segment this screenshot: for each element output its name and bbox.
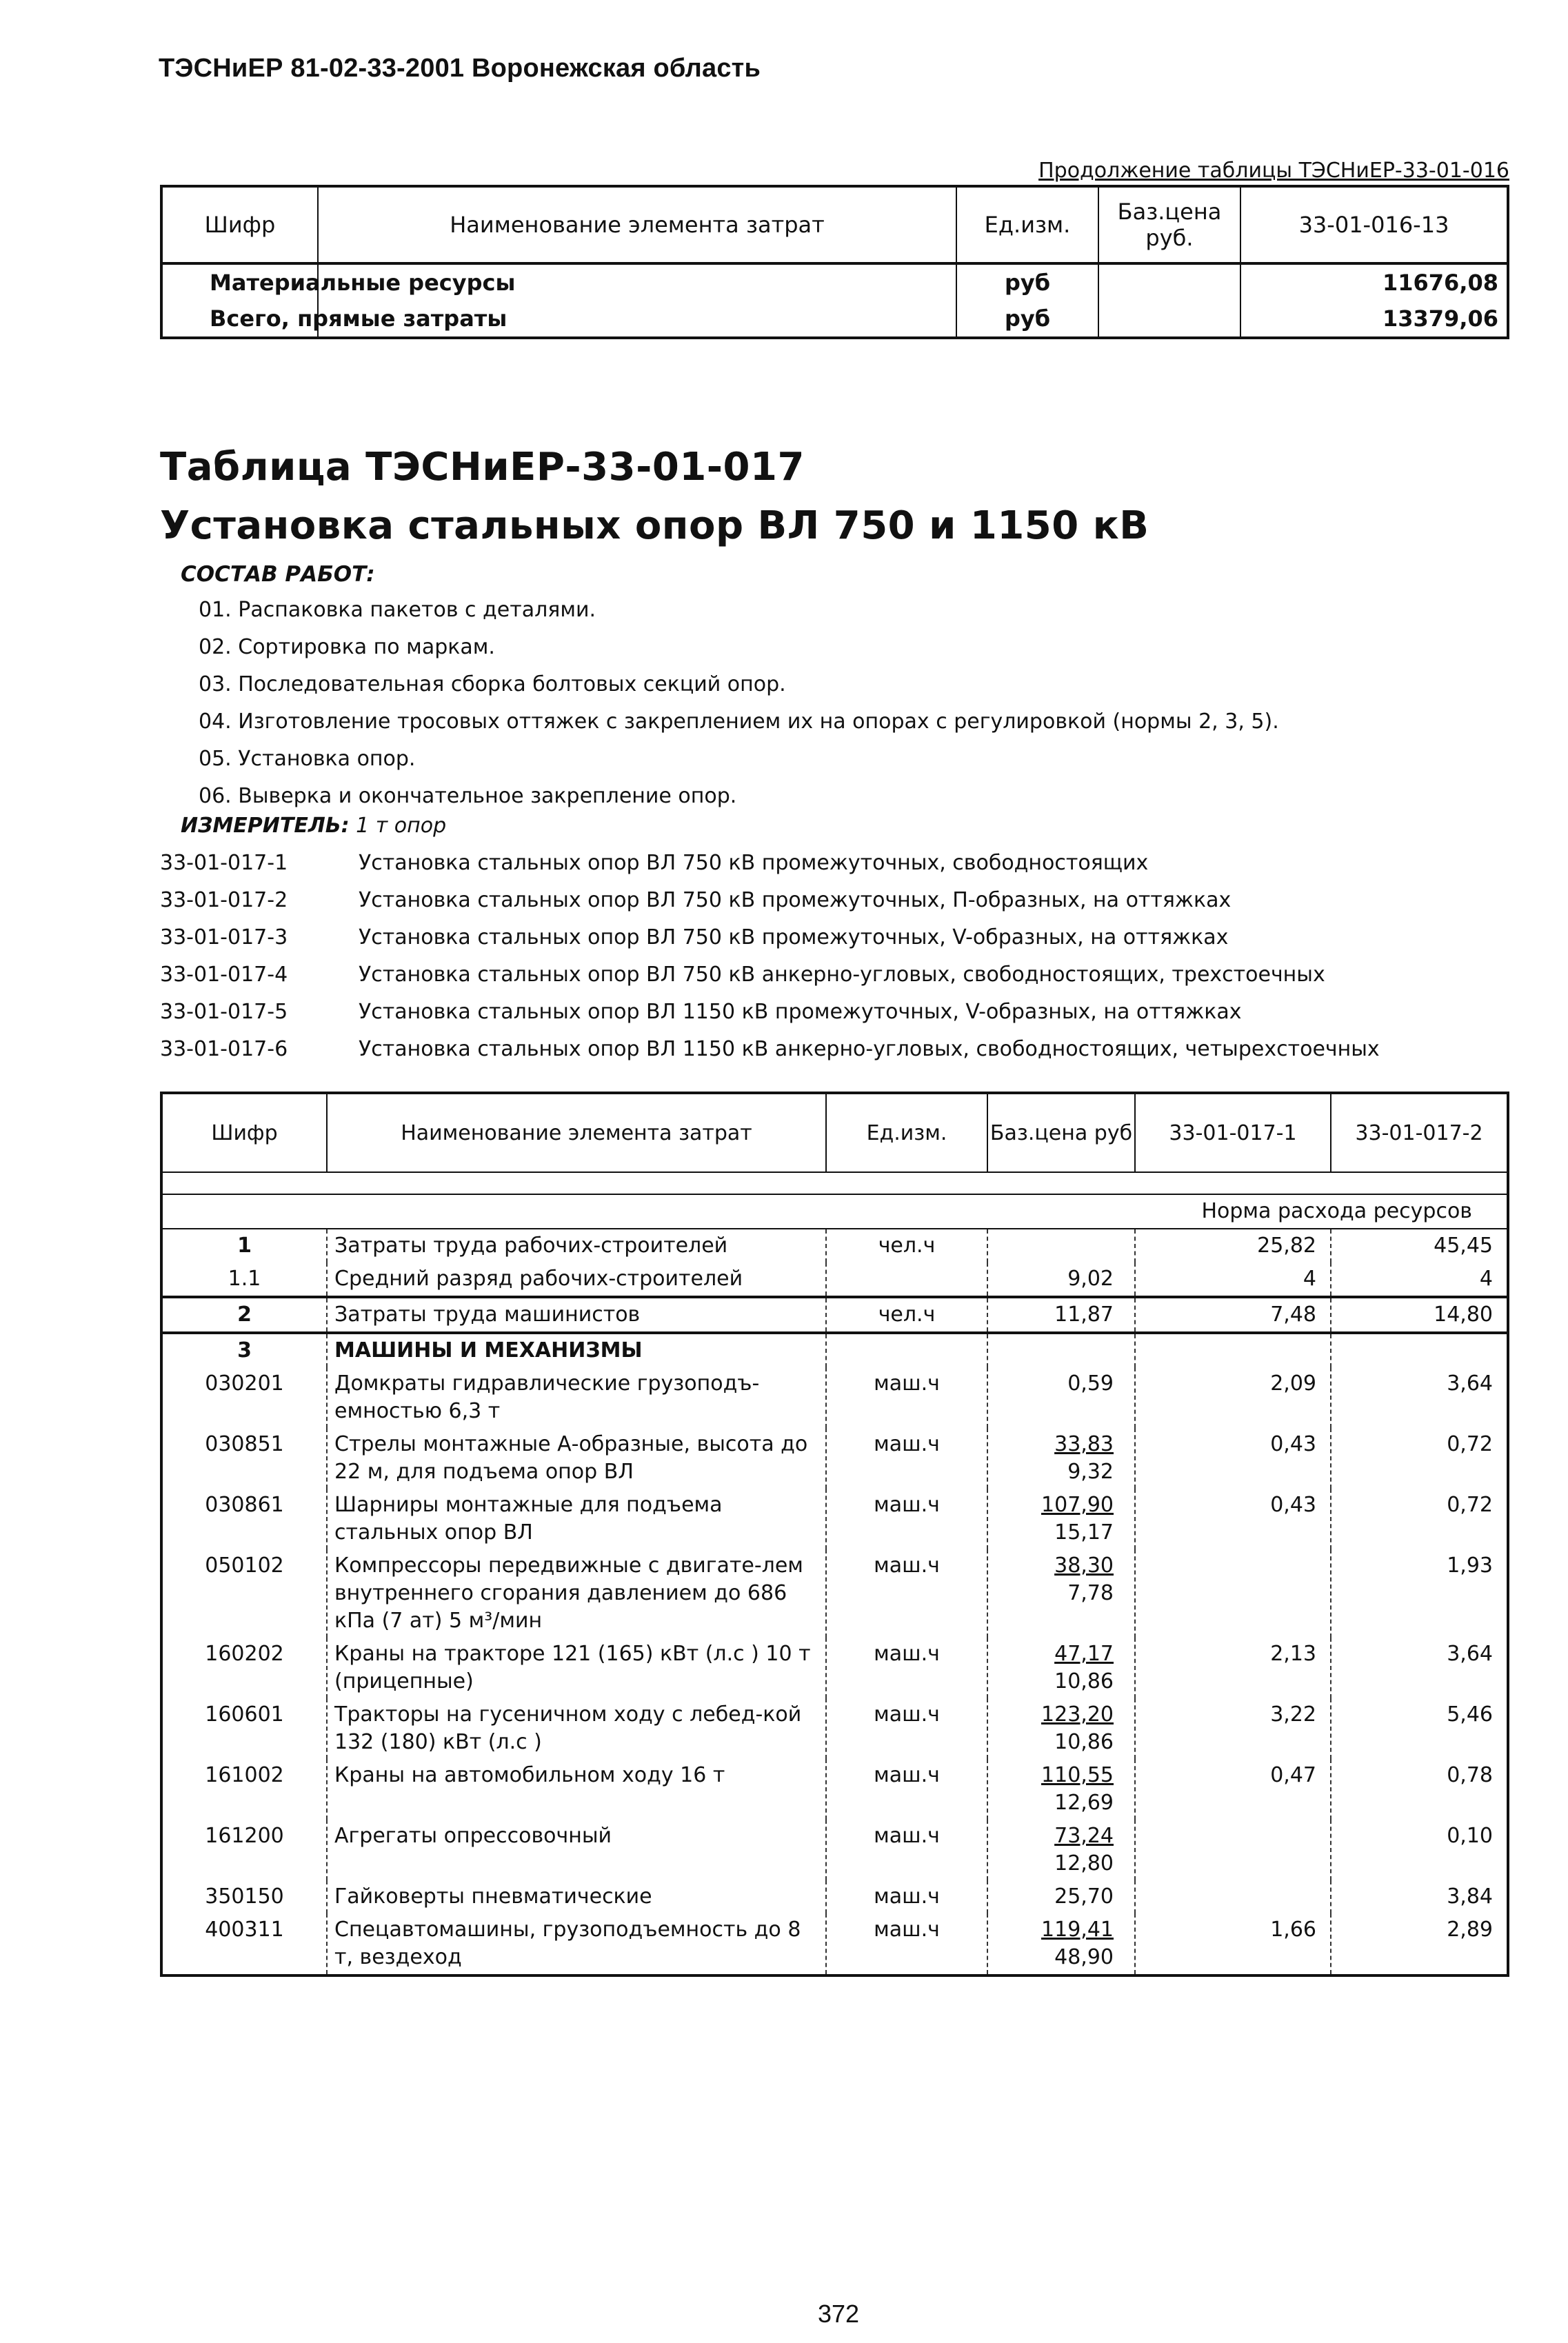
row-norm2: 1,93: [1331, 1549, 1508, 1638]
document-header: ТЭСНиЕР 81-02-33-2001 Воронежская область: [159, 54, 761, 83]
row-code: 161002: [161, 1759, 327, 1820]
row-norm1: [1135, 1549, 1331, 1638]
table-row: [161, 1820, 1508, 1880]
table-row: [161, 1229, 1508, 1263]
row-norm1: 2,09: [1135, 1367, 1331, 1428]
row-price: [1098, 263, 1240, 301]
col-norm2-header: 33-01-017-2: [1331, 1093, 1508, 1172]
price-value: 119,41: [1041, 1918, 1114, 1942]
work-list: [199, 592, 1279, 815]
col-price-header: Баз.цена руб.: [1098, 186, 1240, 263]
row-unit: маш.ч: [826, 1489, 987, 1549]
row-name: МАШИНЫ И МЕХАНИЗМЫ: [327, 1333, 826, 1367]
row-name: Краны на тракторе 121 (165) кВт (л.с ) 10 т (прицепные): [327, 1638, 826, 1698]
list-item: 06. Выверка и окончательное закрепление опор.: [199, 784, 737, 808]
row-norm1: 25,82: [1135, 1229, 1331, 1263]
norm-label-row: [161, 1194, 1508, 1229]
col-norm-header: 33-01-016-13: [1240, 186, 1508, 263]
row-code: 350150: [161, 1880, 327, 1913]
price-value: 73,24: [1054, 1824, 1114, 1848]
machinist-wage-value: 12,80: [1054, 1851, 1114, 1876]
row-unit: маш.ч: [826, 1820, 987, 1880]
row-name: Агрегаты опрессовочный: [327, 1820, 826, 1880]
row-name: Гайковерты пневматические: [327, 1880, 826, 1913]
row-code: 050102: [161, 1549, 327, 1638]
machinist-wage-value: 15,17: [1054, 1520, 1114, 1545]
code-description: Установка стальных опор ВЛ 750 кВ промежуточных, П-образных, на оттяжках: [359, 888, 1232, 912]
row-code: 160601: [161, 1698, 327, 1759]
col-name-header: Наименование элемента затрат: [327, 1093, 826, 1172]
row-code: 400311: [161, 1913, 327, 1975]
table-row: [161, 1333, 1508, 1367]
price-value: 38,30: [1054, 1553, 1114, 1578]
list-item: [160, 919, 1380, 956]
row-norm1: [1135, 1333, 1331, 1367]
price-value: 0,59: [1067, 1371, 1114, 1396]
col-name-header: Наименование элемента затрат: [318, 186, 956, 263]
code-list: [160, 845, 1380, 1068]
row-name: Домкраты гидравлические грузоподъ-емностью 6,3 т: [327, 1367, 826, 1428]
row-name: Затраты труда рабочих-строителей: [327, 1229, 826, 1263]
measure-label: ИЗМЕРИТЕЛЬ:: [181, 814, 350, 838]
list-item: 03. Последовательная сборка болтовых секций опор.: [199, 672, 786, 696]
code: 33-01-017-6: [160, 1037, 288, 1061]
row-name: Материальные ресурсы: [318, 263, 956, 301]
continuation-table: [160, 185, 1509, 339]
measure-line: [181, 814, 446, 838]
row-unit: чел.ч: [826, 1229, 987, 1263]
code-description: Установка стальных опор ВЛ 750 кВ промежуточных, V-образных, на оттяжках: [359, 925, 1229, 949]
row-code: 030201: [161, 1367, 327, 1428]
list-item: [160, 994, 1380, 1031]
row-unit: маш.ч: [826, 1638, 987, 1698]
table-row: [161, 263, 1508, 301]
code: 33-01-017-3: [160, 925, 288, 949]
price-value: 9,02: [1067, 1267, 1114, 1291]
row-value: 11676,08: [1240, 263, 1508, 301]
row-unit: [826, 1263, 987, 1297]
list-item: 02. Сортировка по маркам.: [199, 635, 495, 659]
row-price: [987, 1489, 1135, 1549]
row-value: 13379,06: [1240, 301, 1508, 338]
table-row: [161, 1638, 1508, 1698]
table-row: [161, 1263, 1508, 1297]
row-norm1: 0,47: [1135, 1759, 1331, 1820]
table-subtitle: Установка стальных опор ВЛ 750 и 1150 кВ: [160, 503, 1149, 548]
table-row: [161, 1428, 1508, 1489]
row-price: [987, 1428, 1135, 1489]
row-norm1: 7,48: [1135, 1297, 1331, 1333]
row-norm1: 4: [1135, 1263, 1331, 1297]
price-value: 33,83: [1054, 1432, 1114, 1456]
row-name: Спецавтомашины, грузоподъемность до 8 т, вездеход: [327, 1913, 826, 1975]
table-title: Таблица ТЭСНиЕР-33-01-017: [160, 445, 805, 490]
row-norm2: 0,78: [1331, 1759, 1508, 1820]
price-value: 123,20: [1041, 1702, 1114, 1727]
measure-value: 1 т опор: [356, 814, 447, 838]
row-unit: руб: [956, 263, 1098, 301]
row-price: [987, 1263, 1135, 1297]
row-code: 1: [161, 1229, 327, 1263]
norm-label: Норма расхода ресурсов: [161, 1194, 1508, 1229]
list-item: [160, 845, 1380, 882]
row-price: [987, 1759, 1135, 1820]
machinist-wage-value: 48,90: [1054, 1945, 1114, 1969]
row-price: [987, 1367, 1135, 1428]
row-price: [987, 1333, 1135, 1367]
row-norm2: 3,64: [1331, 1638, 1508, 1698]
row-unit: маш.ч: [826, 1759, 987, 1820]
row-norm2: 4: [1331, 1263, 1508, 1297]
row-unit: маш.ч: [826, 1913, 987, 1975]
row-price: [987, 1229, 1135, 1263]
row-price: [987, 1638, 1135, 1698]
row-unit: маш.ч: [826, 1698, 987, 1759]
row-price: [987, 1297, 1135, 1333]
work-composition-heading: СОСТАВ РАБОТ:: [181, 562, 375, 587]
table-row: [161, 1549, 1508, 1638]
row-unit: [826, 1333, 987, 1367]
row-price: [987, 1698, 1135, 1759]
row-norm1: 3,22: [1135, 1698, 1331, 1759]
list-item: [160, 1031, 1380, 1068]
row-name: Краны на автомобильном ходу 16 т: [327, 1759, 826, 1820]
row-norm2: 2,89: [1331, 1913, 1508, 1975]
page-number: 372: [818, 2300, 860, 2328]
row-norm2: 3,64: [1331, 1367, 1508, 1428]
row-code: 160202: [161, 1638, 327, 1698]
row-price: [987, 1880, 1135, 1913]
row-unit: маш.ч: [826, 1367, 987, 1428]
table-row: [161, 1880, 1508, 1913]
row-norm1: 0,43: [1135, 1428, 1331, 1489]
table-row: [161, 1759, 1508, 1820]
price-value: 47,17: [1054, 1642, 1114, 1666]
col-unit-header: Ед.изм.: [826, 1093, 987, 1172]
code: 33-01-017-2: [160, 888, 288, 912]
machinist-wage-value: 10,86: [1054, 1730, 1114, 1754]
row-norm2: 0,72: [1331, 1428, 1508, 1489]
machinist-wage-value: 7,78: [1067, 1581, 1114, 1605]
table-row: [161, 1698, 1508, 1759]
row-name: Тракторы на гусеничном ходу с лебед-кой 132 (180) кВт (л.с ): [327, 1698, 826, 1759]
list-item: 04. Изготовление тросовых оттяжек с закреплением их на опорах с регулировкой (нормы 2, 3, 5).: [199, 710, 1279, 734]
col-code-header: Шифр: [161, 186, 318, 263]
resource-table: [160, 1092, 1509, 1977]
table-row: [161, 301, 1508, 338]
row-norm1: [1135, 1820, 1331, 1880]
code: 33-01-017-5: [160, 1000, 288, 1024]
row-price: [1098, 301, 1240, 338]
row-norm2: 45,45: [1331, 1229, 1508, 1263]
row-name: Стрелы монтажные А-образные, высота до 22 м, для подъема опор ВЛ: [327, 1428, 826, 1489]
code-description: Установка стальных опор ВЛ 750 кВ анкерно-угловых, свободностоящих, трехстоечных: [359, 963, 1325, 987]
row-price: [987, 1549, 1135, 1638]
code-description: Установка стальных опор ВЛ 750 кВ промежуточных, свободностоящих: [359, 851, 1149, 875]
row-name: Средний разряд рабочих-строителей: [327, 1263, 826, 1297]
row-unit: чел.ч: [826, 1297, 987, 1333]
col-norm1-header: 33-01-017-1: [1135, 1093, 1331, 1172]
row-code: 3: [161, 1333, 327, 1367]
col-price-header: Баз.цена руб: [987, 1093, 1135, 1172]
table-row: [161, 1913, 1508, 1975]
list-item: 01. Распаковка пакетов с деталями.: [199, 598, 596, 622]
col-unit-header: Ед.изм.: [956, 186, 1098, 263]
row-code: 2: [161, 1297, 327, 1333]
row-code: 030851: [161, 1428, 327, 1489]
code-description: Установка стальных опор ВЛ 1150 кВ промежуточных, V-образных, на оттяжках: [359, 1000, 1242, 1024]
list-item: [160, 956, 1380, 994]
table-row: [161, 1297, 1508, 1333]
code: 33-01-017-1: [160, 851, 288, 875]
row-name: Всего, прямые затраты: [318, 301, 956, 338]
code-description: Установка стальных опор ВЛ 1150 кВ анкерно-угловых, свободностоящих, четырехстоечных: [359, 1037, 1380, 1061]
spacer-row: [161, 1172, 1508, 1194]
row-name: Компрессоры передвижные с двигате-лем внутреннего сгорания давлением до 686 кПа (7 ат) 5 м³/мин: [327, 1549, 826, 1638]
row-norm1: 0,43: [1135, 1489, 1331, 1549]
row-norm1: 2,13: [1135, 1638, 1331, 1698]
col-code-header: Шифр: [161, 1093, 327, 1172]
row-norm2: 3,84: [1331, 1880, 1508, 1913]
row-norm2: 0,72: [1331, 1489, 1508, 1549]
row-unit: маш.ч: [826, 1880, 987, 1913]
row-price: [987, 1913, 1135, 1975]
machinist-wage-value: 9,32: [1067, 1460, 1114, 1484]
table-row: [161, 1367, 1508, 1428]
row-norm1: 1,66: [1135, 1913, 1331, 1975]
row-code: 030861: [161, 1489, 327, 1549]
row-norm2: 0,10: [1331, 1820, 1508, 1880]
price-value: 110,55: [1041, 1763, 1114, 1787]
row-unit: маш.ч: [826, 1428, 987, 1489]
row-unit: маш.ч: [826, 1549, 987, 1638]
row-name: Шарниры монтажные для подъема стальных опор ВЛ: [327, 1489, 826, 1549]
row-norm2: 5,46: [1331, 1698, 1508, 1759]
table-row: [161, 1489, 1508, 1549]
price-value: 107,90: [1041, 1493, 1114, 1517]
row-price: [987, 1820, 1135, 1880]
price-value: 11,87: [1054, 1303, 1114, 1327]
machinist-wage-value: 12,69: [1054, 1791, 1114, 1815]
list-item: [160, 882, 1380, 919]
row-norm2: [1331, 1333, 1508, 1367]
row-code: 161200: [161, 1820, 327, 1880]
machinist-wage-value: 10,86: [1054, 1669, 1114, 1693]
row-unit: руб: [956, 301, 1098, 338]
list-item: 05. Установка опор.: [199, 747, 416, 771]
continuation-note: Продолжение таблицы ТЭСНиЕР-33-01-016: [1038, 159, 1509, 183]
row-norm1: [1135, 1880, 1331, 1913]
row-name: Затраты труда машинистов: [327, 1297, 826, 1333]
price-value: 25,70: [1054, 1884, 1114, 1909]
row-code: 1.1: [161, 1263, 327, 1297]
row-norm2: 14,80: [1331, 1297, 1508, 1333]
code: 33-01-017-4: [160, 963, 288, 987]
